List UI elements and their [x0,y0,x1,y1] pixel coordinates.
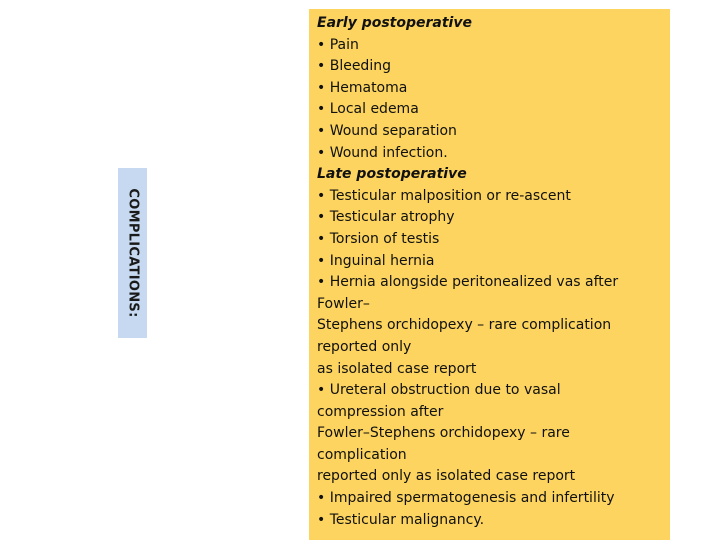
list-line: compression after [317,403,444,420]
section-heading: Late postoperative [317,166,467,183]
list-line: • Hernia alongside peritonealized vas after [317,274,619,291]
list-line: • Testicular atrophy [317,209,455,226]
complications-list-box [309,9,670,540]
list-line: • Wound infection. [317,144,448,161]
list-line: • Wound separation [317,122,457,139]
list-line: • Hematoma [317,79,408,96]
complications-list [317,13,670,531]
list-line: Fowler–Stephens orchidopexy – rare [317,425,570,442]
list-line: Fowler– [317,295,370,312]
side-label-text: COMPLICATIONS: [125,188,140,318]
list-line: as isolated case report [317,360,477,377]
section-heading: Early postoperative [317,15,472,31]
list-line: • Ureteral obstruction due to vasal [317,382,561,399]
list-line: • Testicular malignancy. [317,511,485,528]
list-line: • Pain [317,36,359,53]
list-line: • Testicular malposition or re-ascent [317,187,571,204]
list-line: • Bleeding [317,58,391,75]
list-line: reported only as isolated case report [317,468,576,485]
list-line: reported only [317,338,412,355]
list-line: • Inguinal hernia [317,252,435,269]
list-line: • Impaired spermatogenesis and infertility [317,490,615,507]
list-line: Stephens orchidopexy – rare complication [317,317,612,334]
list-line: complication [317,446,407,463]
list-line: • Torsion of testis [317,230,440,247]
side-label-box [118,168,147,338]
list-line: • Local edema [317,101,419,118]
